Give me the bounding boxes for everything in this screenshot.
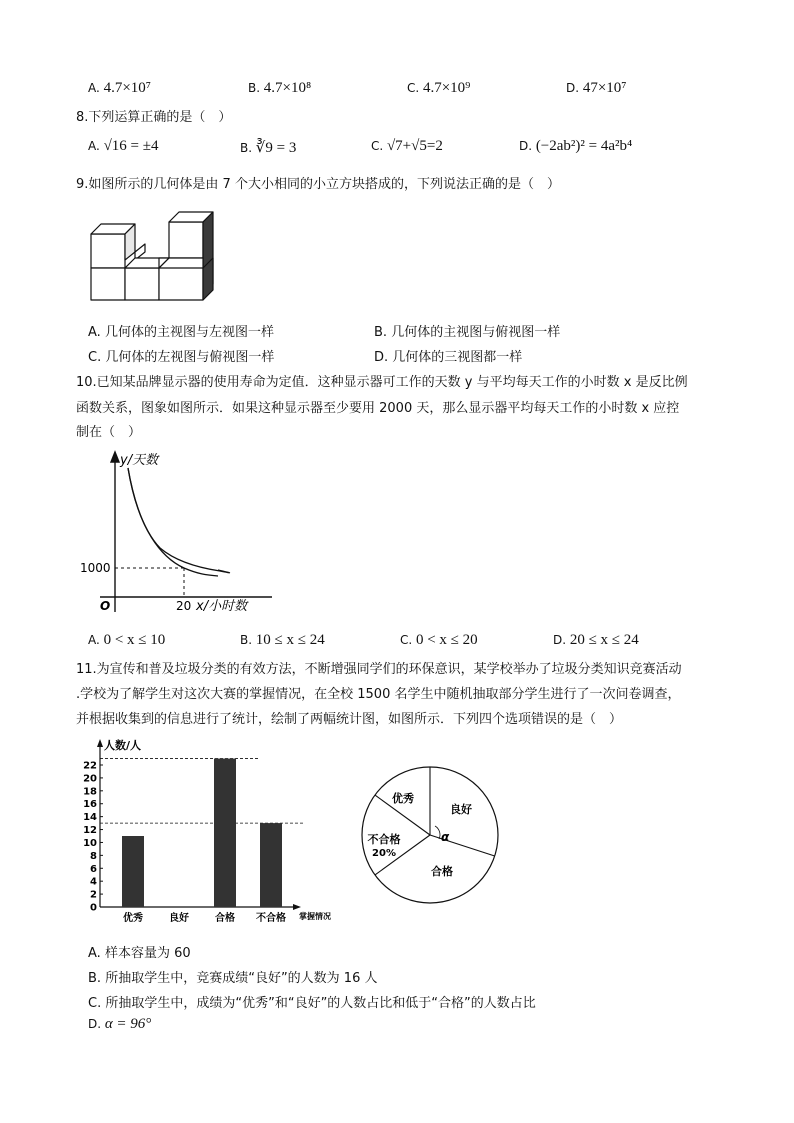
q7-option-d-letter: D. (566, 81, 580, 95)
q7-option-a-text: 4.7×10⁷ (103, 80, 152, 96)
q11-option-c-letter: C. (88, 996, 102, 1011)
q10-option-d-letter: D. (553, 633, 567, 647)
q8-option-c (371, 138, 443, 155)
q9-option-c-letter: C. (88, 350, 102, 365)
q10-option-d-text: 20 ≤ x ≤ 24 (569, 632, 639, 648)
q7-option-c (407, 80, 470, 97)
pie-slice-label: 良好 (450, 803, 472, 816)
q11-stem-line-3: 并根据收集到的信息进行了统计，绘制了两幅统计图，如图所示．下列四个选项错误的是（ ） (76, 712, 623, 727)
q8-option-d-text: (−2ab²)² = 4a²b⁴ (535, 138, 633, 154)
q7-option-a-letter: A. (88, 81, 100, 95)
q11-option-d-letter: D. (88, 1017, 102, 1031)
q10-stem-line-2: 函数关系，图象如图所示．如果这种显示器至少要用 2000 天，那么显示器平均每天工作的小时数 x 应控 (76, 401, 680, 416)
q11-option-b-text: 所抽取学生中，竞赛成绩“良好”的人数为 16 人 (105, 971, 378, 986)
q8-option-a-text: √16 = ±4 (103, 138, 159, 154)
bar-3 (214, 759, 236, 907)
bar-category-label: 优秀 (123, 913, 143, 924)
bar-y-tick-label: 6 (90, 863, 97, 875)
q7-option-d (566, 80, 627, 97)
graph-y-arrow (111, 452, 119, 462)
q11-option-d (88, 1016, 151, 1033)
q9-option-d-letter: D. (374, 350, 389, 365)
graph-y-label: y/天数 (120, 453, 159, 468)
pie-chart (355, 760, 505, 910)
pie-slice-label: 优秀 (392, 792, 414, 805)
bar-y-tick-label: 10 (83, 837, 97, 849)
q8-stem: 8.下列运算正确的是（ ） (76, 110, 232, 125)
q8-option-b-letter: B. (240, 141, 253, 155)
q11-option-d-text: α = 96° (104, 1016, 152, 1032)
bar-x-label: 掌握情况 (299, 912, 331, 921)
q9-option-c (88, 346, 274, 365)
bar-y-tick-label: 20 (83, 773, 97, 785)
q8-option-d (519, 138, 632, 155)
bar-y-label: 人数/人 (104, 739, 142, 752)
bar-y-tick-label: 8 (90, 850, 97, 862)
q9-option-a-text: 几何体的主视图与左视图一样 (104, 325, 274, 340)
graph-x-label: x/小时数 (196, 599, 248, 614)
q7-option-c-text: 4.7×10⁹ (422, 80, 471, 96)
pie-angle-label: α (441, 830, 450, 844)
q7-option-a (88, 80, 151, 97)
bar-y-tick-label: 18 (83, 786, 97, 798)
q7-option-d-text: 47×10⁷ (582, 80, 627, 96)
q10-stem-line-3: 制在（ ） (76, 425, 142, 440)
q11-option-b (88, 967, 377, 986)
q11-option-a-text: 样本容量为 60 (104, 946, 191, 961)
bar-chart (80, 735, 340, 935)
inverse-function-graph (80, 450, 280, 620)
q9-option-b-text: 几何体的主视图与俯视图一样 (391, 325, 561, 340)
bar-category-label: 不合格 (256, 913, 286, 924)
q9-option-b-letter: B. (374, 325, 388, 340)
q10-option-c-text: 0 < x ≤ 20 (415, 632, 478, 648)
q8-option-c-text: √7+√5=2 (386, 138, 443, 154)
pie-slice-label: 不合格 (367, 833, 401, 846)
q9-option-a (88, 321, 274, 340)
bar-y-tick-label: 22 (83, 760, 97, 772)
q8-option-b (240, 138, 296, 157)
bar-y-arrow (97, 739, 103, 747)
bar-y-tick-label: 4 (90, 876, 97, 888)
bar-category-label: 良好 (169, 913, 189, 924)
bar-category-label: 合格 (215, 913, 235, 924)
q7-option-b-text: 4.7×10⁸ (263, 80, 312, 96)
q9-stem: 9.如图所示的几何体是由 7 个大小相同的小立方块搭成的，下列说法正确的是（ ） (76, 177, 560, 192)
q11-option-a-letter: A. (88, 946, 101, 961)
q11-option-c (88, 992, 536, 1011)
bar-x-arrow (293, 904, 301, 910)
q10-option-b-letter: B. (240, 633, 253, 647)
q11-stem-line-2: .学校为了解学生对这次大赛的掌握情况，在全校 1500 名学生中随机抽取部分学生进行了一次问卷调查， (76, 687, 681, 702)
q9-option-c-text: 几何体的左视图与俯视图一样 (105, 350, 275, 365)
q10-option-c-letter: C. (400, 633, 413, 647)
bar-4 (260, 823, 282, 907)
pie-percent-label: 20% (372, 848, 396, 859)
bar-1 (122, 836, 144, 907)
q7-option-b (248, 80, 311, 97)
q10-option-c (400, 632, 478, 649)
graph-y-tick: 1000 (80, 561, 111, 575)
q8-option-a (88, 138, 159, 155)
cube-solid-figure (88, 208, 218, 304)
q10-stem-line-1: 10.已知某品牌显示器的使用寿命为定值．这种显示器可工作的天数 y 与平均每天工作的小时数 x 是反比例 (76, 375, 688, 390)
q9-option-d-text: 几何体的三视图都一样 (392, 350, 523, 365)
q11-option-b-letter: B. (88, 971, 102, 986)
q10-option-d (553, 632, 639, 649)
q8-option-d-letter: D. (519, 139, 533, 153)
q11-stem-line-1: 11.为宣传和普及垃圾分类的有效方法，不断增强同学们的环保意识，某学校举办了垃圾分类知识竞赛活动 (76, 662, 682, 677)
q10-option-a-letter: A. (88, 633, 100, 647)
bar-y-tick-label: 14 (83, 812, 97, 824)
q11-option-c-text: 所抽取学生中，成绩为“优秀”和“良好”的人数占比和低于“合格”的人数占比 (105, 996, 536, 1011)
graph-x-tick: 20 (176, 599, 192, 613)
graph-origin: O (100, 599, 111, 613)
q7-option-c-letter: C. (407, 81, 420, 95)
q10-option-a (88, 632, 165, 649)
q9-option-b (374, 321, 560, 340)
q8-option-c-letter: C. (371, 139, 384, 153)
pie-slice-label: 合格 (431, 865, 453, 878)
bar-y-tick-label: 0 (90, 902, 97, 914)
q9-option-a-letter: A. (88, 325, 101, 340)
bar-y-tick-label: 2 (90, 889, 97, 901)
q10-option-a-text: 0 < x ≤ 10 (103, 632, 166, 648)
q8-option-a-letter: A. (88, 139, 100, 153)
q10-option-b-text: 10 ≤ x ≤ 24 (255, 632, 325, 648)
q10-option-b (240, 632, 325, 649)
bar-y-tick-label: 12 (83, 825, 97, 837)
q11-option-a (88, 942, 191, 961)
q8-option-b-text: ∛9 = 3 (255, 140, 297, 156)
bar-y-tick-label: 16 (83, 799, 97, 811)
q7-option-b-letter: B. (248, 81, 261, 95)
q9-option-d (374, 346, 522, 365)
